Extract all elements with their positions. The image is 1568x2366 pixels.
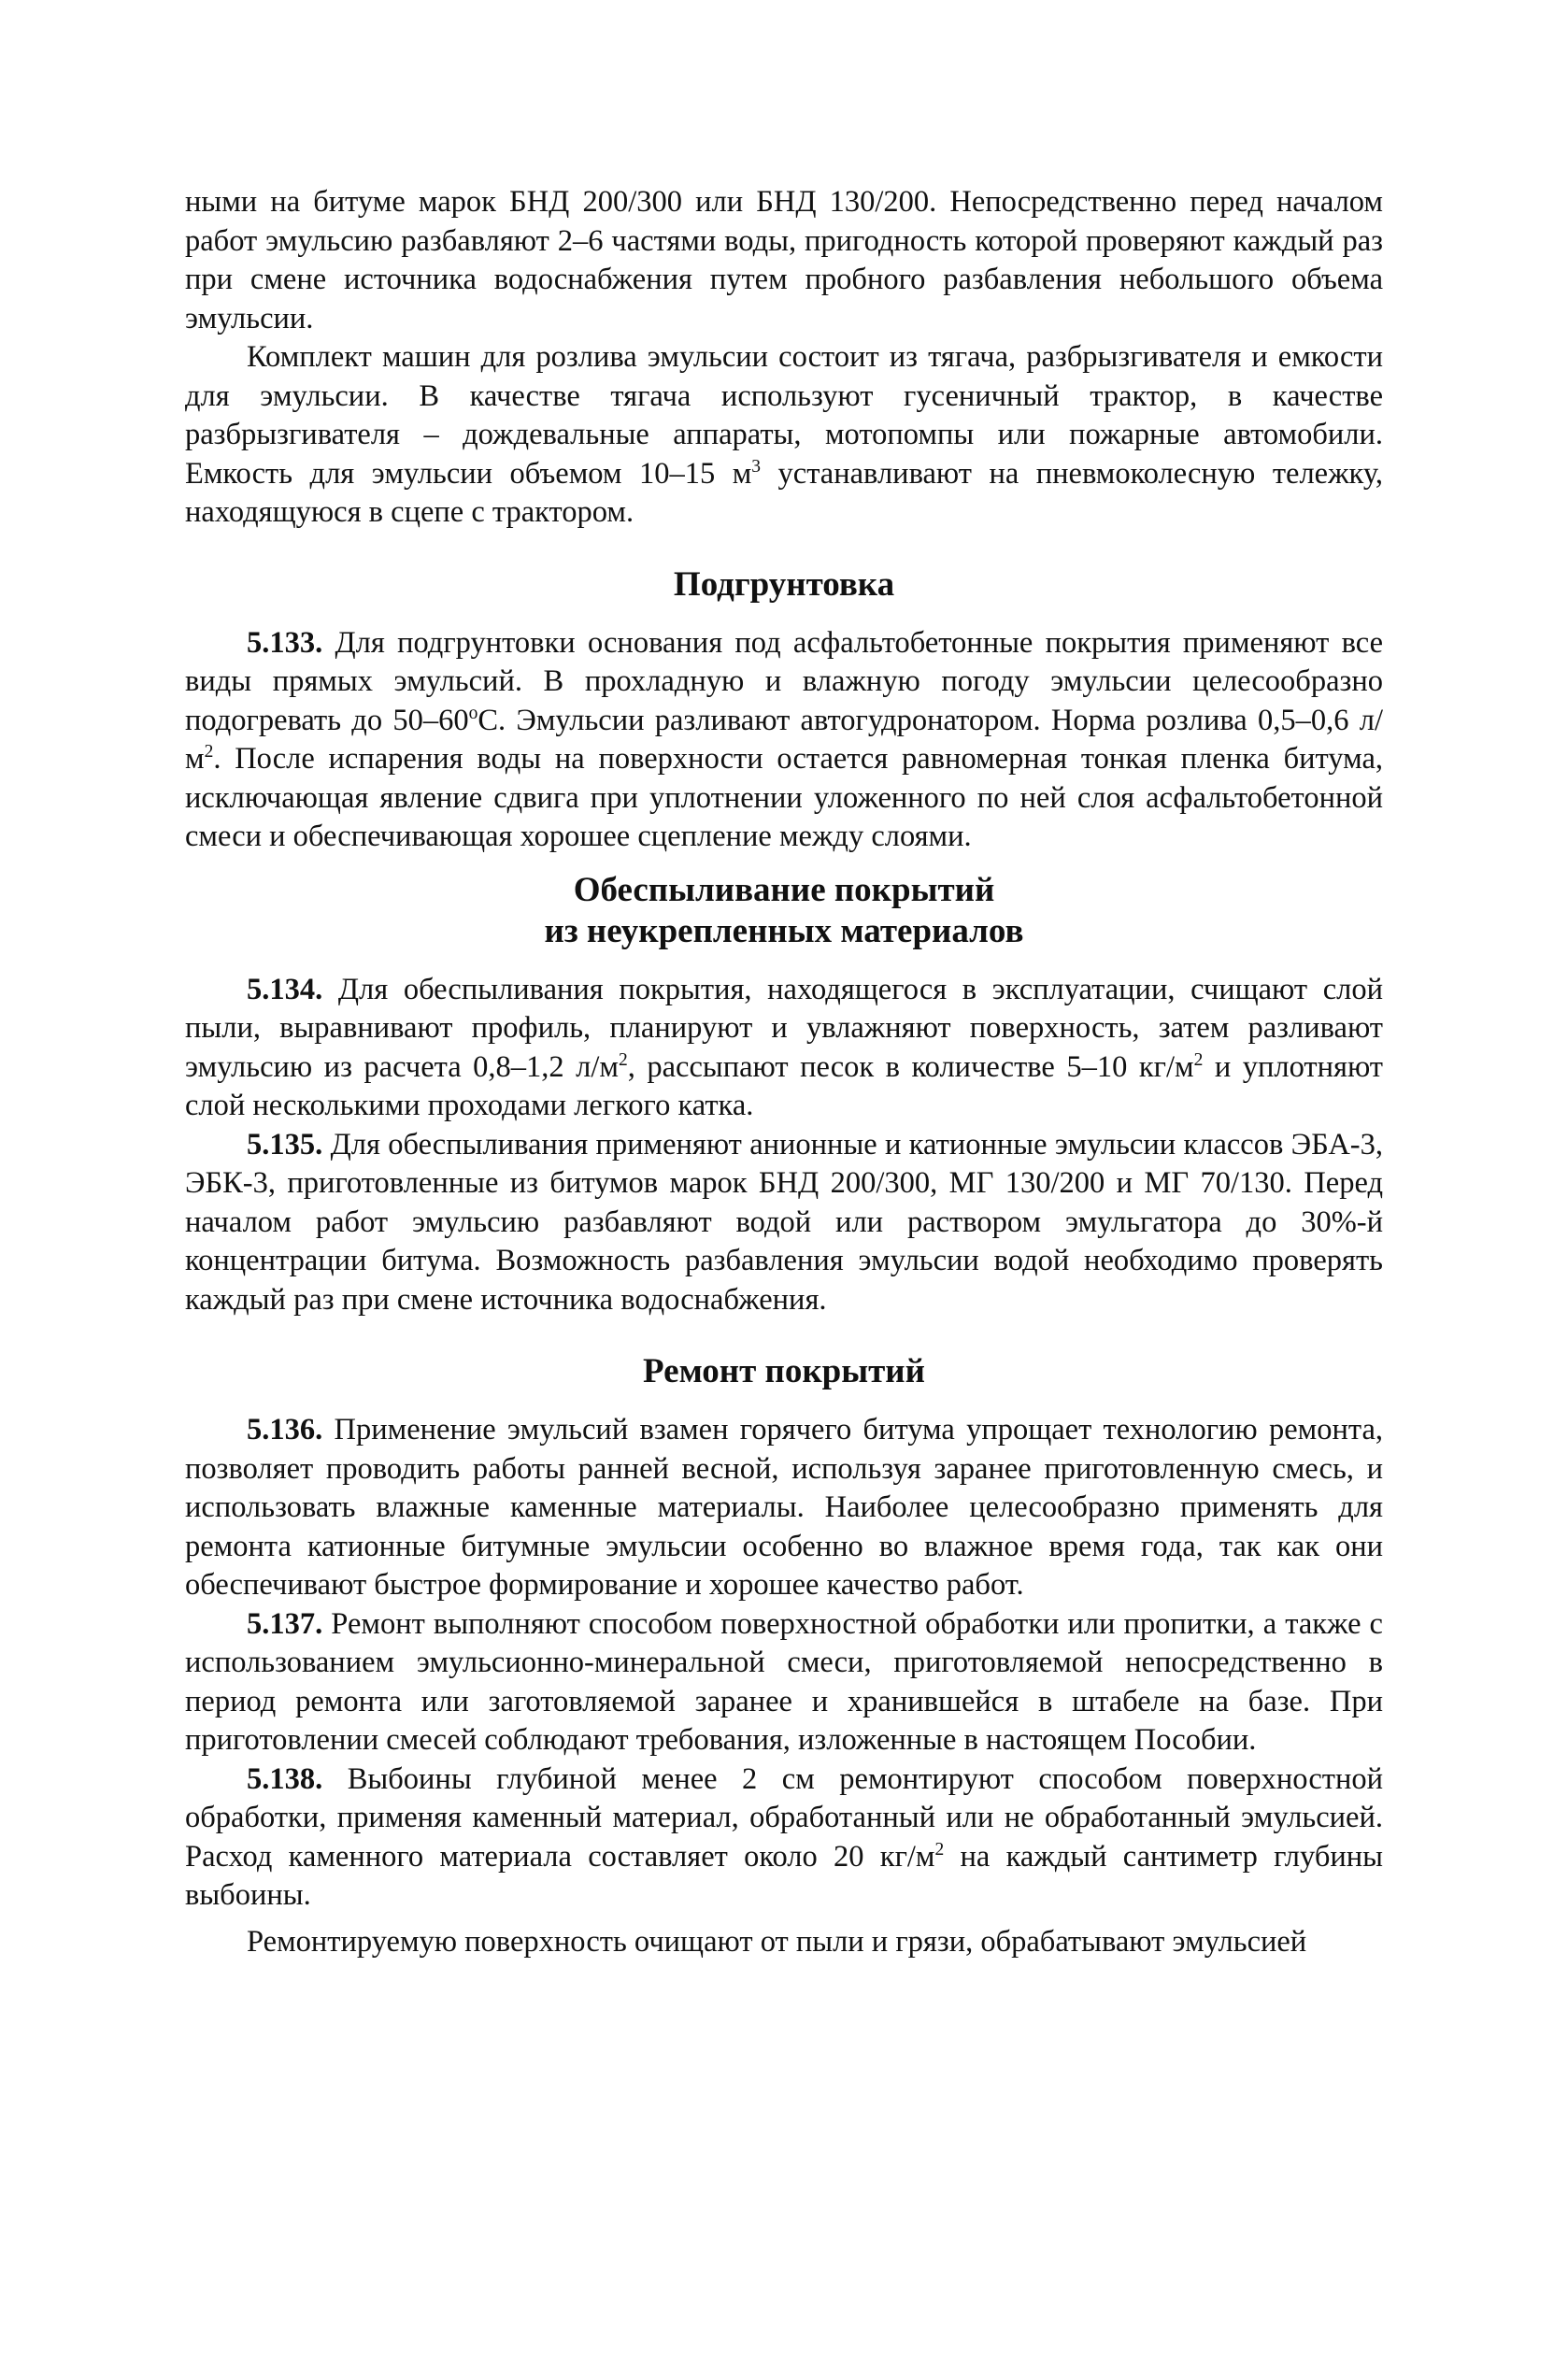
section-number: 5.133. xyxy=(247,625,323,660)
superscript: 2 xyxy=(204,742,214,763)
paragraph-text: Применение эмульсий взамен горячего битума упрощает технологию ремонта, позволяет проводить работы ранней весной, используя заранее приготовленную смесь, и использовать влажные каменные материалы. Наиболее целесообразно применять для ремонта катионные битумные эмульсии особенно во влажное время года, так как они обеспечивают быстрое формирование и хорошее качество работ. xyxy=(185,1413,1383,1602)
paragraph-text: Выбоины глубиной менее 2 см ремонтируют способом поверхностной обработки, применяя каменный материал, обработанный или не обработанный эмульсией. Расход каменного материала составляет около 20 кг/м xyxy=(185,1761,1383,1874)
paragraph-text: на каждый сантиметр глубины выбоины. xyxy=(185,1839,1383,1912)
section-5-133 xyxy=(185,624,1383,857)
paragraph-text: Для обеспыливания покрытия, находящегося в эксплуатации, счищают слой пыли, выравнивают профиль, планируют и увлажняют поверхность, затем разливают эмульсию из расчета 0,8–1,2 л/м xyxy=(185,972,1383,1084)
section-5-136 xyxy=(185,1411,1383,1605)
superscript: 2 xyxy=(1193,1049,1204,1070)
heading-repair: Ремонт покрытий xyxy=(643,1352,925,1390)
section-number: 5.137. xyxy=(247,1606,323,1641)
paragraph-text: и уплотняют слой несколькими проходами легкого катка. xyxy=(185,1049,1383,1122)
superscript: 2 xyxy=(934,1839,945,1860)
paragraph-last xyxy=(185,1923,1383,1962)
paragraph-text: Ремонт выполняют способом поверхностной обработки или пропитки, а также с использованием эмульсионно-минеральной смеси, приготовляемой непосредственно в период ремонта или заготовляемой заранее и хранившейся в штабеле на базе. При приготовлении смесей соблюдают требования, изложенные в настоящем Пособии. xyxy=(185,1606,1383,1757)
section-number: 5.136. xyxy=(247,1413,323,1447)
paragraph-text: , рассыпают песок в количестве 5–10 кг/м xyxy=(627,1049,1194,1084)
superscript: 2 xyxy=(618,1049,628,1070)
section-5-135 xyxy=(185,1126,1383,1320)
paragraph-text: устанавливают на пневмоколесную тележку, находящуюся в сцепе с трактором. xyxy=(185,456,1384,529)
paragraph-text: Для обеспыливания применяют анионные и катионные эмульсии классов ЭБА-3, ЭБК-3, приготовленные из битумов марок БНД 200/300, МГ 130/200 и МГ 70/130. Перед началом работ эмульсию разбавляют водой или раствором эмульгатора до 30%-й концентрации битума. Возможность разбавления эмульсии водой необходимо проверять каждый раз при смене источника водоснабжения. xyxy=(185,1127,1383,1317)
heading-dedusting-line-1: Обеспыливание покрытий xyxy=(573,870,995,909)
heading-dedusting-line-2: из неукрепленных материалов xyxy=(544,911,1024,950)
superscript: 3 xyxy=(751,456,762,477)
section-5-137 xyxy=(185,1605,1383,1760)
heading-primer: Подгрунтовка xyxy=(673,564,895,604)
paragraph-text: ными на битуме марок БНД 200/300 или БНД 130/200. Непосредственно перед началом работ эмульсию разбавляют 2–6 частями воды, пригодность которой проверяют каждый раз при смене источника водоснабжения путем пробного разбавления небольшого объема эмульсии. xyxy=(185,185,1383,335)
degree-sign: о xyxy=(468,703,478,723)
paragraph-text: . После испарения воды на поверхности остается равномерная тонкая пленка битума, исключающая явление сдвига при уплотнении уложенного по ней слоя асфальтобетонной смеси и обеспечивающая хорошее сцепление между слоями. xyxy=(185,742,1383,853)
paragraph-continued xyxy=(185,183,1383,338)
section-number: 5.134. xyxy=(247,972,323,1006)
section-5-134 xyxy=(185,971,1383,1126)
section-number: 5.135. xyxy=(247,1127,323,1162)
paragraph-text: Ремонтируемую поверхность очищают от пыли и грязи, обрабатывают эмульсией xyxy=(247,1924,1307,1959)
paragraph-text: Для подгрунтовки основания под асфальтобетонные покрытия применяют все виды прямых эмульсий. В прохладную и влажную погоду эмульсии целесообразно подогревать до 50–60 xyxy=(185,625,1383,737)
section-number: 5.138. xyxy=(247,1761,323,1796)
section-5-138 xyxy=(185,1760,1383,1916)
paragraph-text: Комплект машин для розлива эмульсии состоит из тягача, разбрызгивателя и емкости для эмульсии. В качестве тягача используют гусеничный трактор, в качестве разбрызгивателя – дождевальные аппараты, мотопомпы или пожарные автомобили. Емкость для эмульсии объемом 10–15 м xyxy=(185,340,1383,491)
paragraph-text: С. Эмульсии разливают автогудронатором. Норма розлива 0,5–0,6 л/м xyxy=(185,703,1383,776)
paragraph-machines xyxy=(185,338,1383,533)
document-page xyxy=(185,183,1383,1961)
